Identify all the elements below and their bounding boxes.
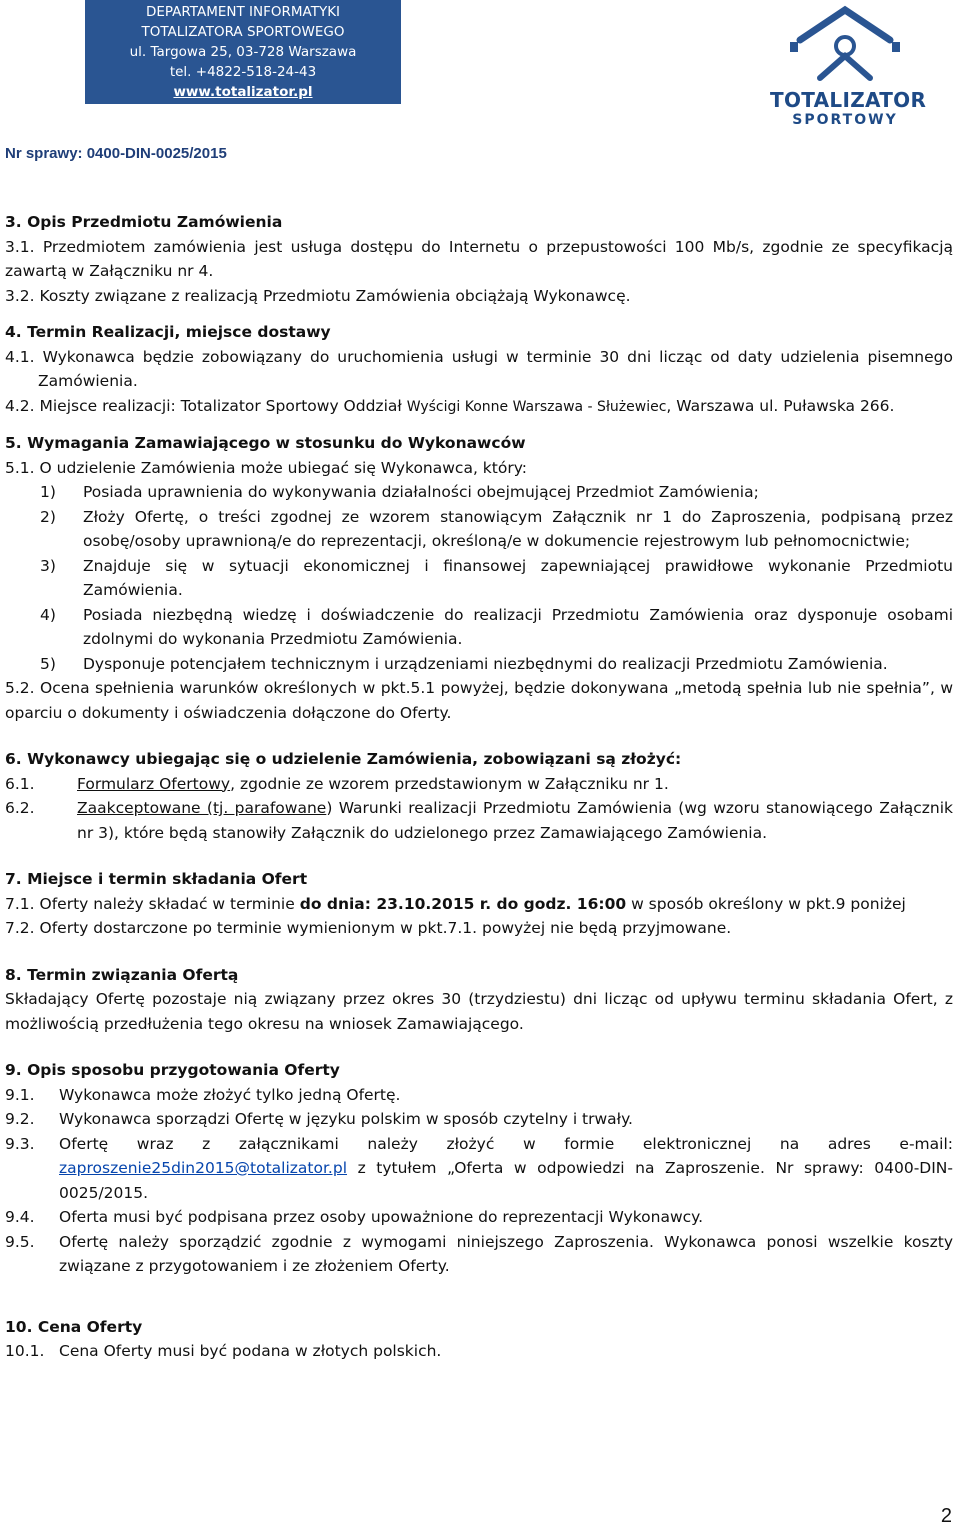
paragraph-number: 10.1.	[5, 1342, 45, 1360]
paragraph-text: Wykonawca sporządzi Ofertę w języku polskim w sposób czytelny i trwały.	[59, 1110, 633, 1128]
deadline: do dnia: 23.10.2015 r. do godz. 16:00	[299, 894, 627, 913]
paragraph-number: 3.2.	[5, 286, 35, 305]
paragraph-text: z tytułem „Oferta w odpowiedzi na Zaproszenie. Nr sprawy: 0400-DIN-0025/2015.	[59, 1159, 953, 1202]
list-item	[5, 480, 953, 505]
paragraph-text: Oferta musi być podpisana przez osoby upoważnione do reprezentacji Wykonawcy.	[59, 1208, 704, 1226]
list-item-number: 3)	[40, 556, 56, 575]
list-item-number: 4)	[40, 605, 56, 624]
paragraph-text: Wykonawca może złożyć tylko jedną Ofertę.	[59, 1085, 401, 1104]
underlined-text: Zaakceptowane (tj. parafowane	[77, 799, 327, 817]
address-line: tel. +4822-518-24-43	[169, 64, 317, 80]
list-item-text: Posiada uprawnienia do wykonywania działalności obejmującej Przedmiot Zamówienia;	[83, 483, 759, 501]
paragraph: 5.1. O udzielenie Zamówienia może ubiegać się Wykonawca, który:	[5, 458, 527, 477]
paragraph: Składający Ofertę pozostaje nią związany przez okres 30 (trzydziestu) dni licząc od upływu terminu składania Ofert, z możliwością przedłużenia tego okresu na wniosek Zamawiającego.	[5, 990, 953, 1033]
paragraph	[5, 235, 953, 284]
paragraph-text: Ofertę należy sporządzić zgodnie z wymogami niniejszego Zaproszenia. Wykonawca ponosi wszelkie koszty związane z przygotowaniem i ze złożeniem Oferty.	[59, 1232, 953, 1275]
paragraph-number: 3.1.	[5, 237, 35, 256]
paragraph	[5, 772, 953, 797]
list-item-number: 2)	[40, 507, 56, 526]
paragraph-text: 7.1. Oferty należy składać w terminie	[5, 894, 300, 913]
totalizator-logo	[770, 4, 927, 130]
department-address-block	[85, 0, 401, 104]
paragraph-number: 6.1.	[5, 774, 35, 793]
section-title: 3. Opis Przedmiotu Zamówienia	[5, 213, 283, 231]
section-title: 10. Cena Oferty	[5, 1317, 143, 1336]
case-number: Nr sprawy: 0400-DIN-0025/2015	[5, 145, 227, 162]
paragraph-number: 9.2.	[5, 1110, 35, 1128]
paragraph: 4.1. Wykonawca będzie zobowiązany do uruchomienia usługi w terminie 30 dni licząc od daty udzielenia pisemnego Zamówienia.	[5, 347, 953, 390]
paragraph: 7.2. Oferty dostarczone po terminie wymienionym w pkt.7.1. powyżej nie będą przyjmowane.	[5, 919, 732, 937]
paragraph	[5, 1339, 953, 1364]
paragraph: 5.2. Ocena spełnienia warunków określonych w pkt.5.1 powyżej, będzie dokonywana „metodą spełnia lub nie spełnia”, w oparciu o dokumenty i oświadczenia dołączone do Oferty.	[5, 679, 953, 722]
logo-text-totalizator: TOTALIZATOR	[770, 88, 927, 112]
list-item-text: Znajduje się w sytuacji ekonomicznej i finansowej zapewniającej prawidłowe wykonanie Przedmiotu Zamówienia.	[83, 556, 953, 599]
address-line: ul. Targowa 25, 03-728 Warszawa	[129, 44, 357, 60]
paragraph	[5, 1083, 953, 1108]
list-item	[5, 603, 953, 652]
paragraph-text: 4.2. Miejsce realizacji: Totalizator Sportowy Oddział	[5, 396, 407, 415]
logo-text-sportowy: SPORTOWY	[792, 112, 898, 128]
address-line: TOTALIZATORA SPORTOWEGO	[141, 24, 345, 40]
paragraph	[5, 796, 953, 845]
paragraph	[5, 284, 953, 309]
page-number: 2	[940, 1505, 952, 1527]
paragraph-text: Cena Oferty musi być podana w złotych polskich.	[59, 1342, 442, 1360]
paragraph-number: 9.4.	[5, 1208, 35, 1226]
paragraph-text: , zgodnie ze wzorem przedstawionym w Załączniku nr 1.	[230, 774, 669, 793]
paragraph-text: Koszty związane z realizacją Przedmiotu Zamówienia obciążają Wykonawcę.	[39, 286, 631, 305]
paragraph	[5, 1205, 953, 1230]
section-title: 5. Wymagania Zamawiającego w stosunku do Wykonawców	[5, 434, 526, 452]
section-title: 4. Termin Realizacji, miejsce dostawy	[5, 323, 331, 341]
paragraph-text: Ofertę wraz z załącznikami należy złożyć w formie elektronicznej na adres e-mail:	[59, 1134, 953, 1153]
list-item-text: Dysponuje potencjałem technicznym i urządzeniami niezbędnymi do realizacji Przedmiotu Zamówienia.	[83, 654, 888, 673]
paragraph-number: 9.1.	[5, 1085, 35, 1104]
email-link[interactable]: zaproszenie25din2015@totalizator.pl	[59, 1159, 348, 1177]
list-item-text: Złoży Ofertę, o treści zgodnej ze wzorem stanowiącym Załącznik nr 1 do Zaproszenia, podpisaną przez osobę/osoby uprawnioną/e do reprezentacji, określoną/e w dokumencie rejestrowym lub pełnomocnictwie;	[83, 507, 953, 550]
list-item-text: Posiada niezbędną wiedzę i doświadczenie do realizacji Przedmiotu Zamówienia oraz dysponuje osobami zdolnymi do wykonania Przedmiotu Zamówienia.	[83, 605, 953, 648]
address-line: DEPARTAMENT INFORMATYKI	[145, 4, 341, 20]
list-item-number: 1)	[40, 483, 56, 501]
section-title: 6. Wykonawcy ubiegając się o udzielenie Zamówienia, zobowiązani są złożyć:	[5, 750, 682, 768]
branch-name: Wyścigi Konne Warszawa - Służewiec	[406, 398, 667, 415]
underlined-text: Formularz Ofertowy	[77, 774, 231, 793]
paragraph-text: w sposób określony w pkt.9 poniżej	[626, 894, 906, 913]
paragraph-number: 9.5.	[5, 1232, 35, 1251]
paragraph-text: , Warszawa ul. Puławska 266.	[666, 396, 895, 415]
website-link[interactable]: www.totalizator.pl	[173, 84, 313, 100]
paragraph-text: ) Warunki realizacji Przedmiotu Zamówienia (wg wzoru stanowiącego Załącznik nr 3), które będą stanowiły Załącznik do udzielonego przez Zamawiającego Zamówienia.	[77, 799, 953, 842]
paragraph	[5, 1132, 953, 1206]
paragraph	[5, 892, 953, 917]
document-body	[5, 210, 953, 1364]
section-title: 9. Opis sposobu przygotowania Oferty	[5, 1061, 340, 1079]
list-item	[5, 652, 953, 677]
letterhead	[0, 0, 960, 162]
section-title: 8. Termin związania Ofertą	[5, 965, 239, 984]
paragraph	[5, 394, 953, 420]
list-item	[5, 505, 953, 554]
logo-emblem-icon	[770, 4, 920, 88]
paragraph	[5, 1107, 953, 1132]
paragraph-number: 9.3.	[5, 1134, 35, 1153]
paragraph-text: Przedmiotem zamówienia jest usługa dostępu do Internetu o przepustowości 100 Mb/s, zgodnie ze specyfikacją zawartą w Załączniku nr 4.	[5, 237, 953, 280]
list-item-number: 5)	[40, 654, 56, 673]
list-item	[5, 554, 953, 603]
paragraph	[5, 1230, 953, 1279]
section-title: 7. Miejsce i termin składania Ofert	[5, 870, 308, 888]
paragraph-number: 6.2.	[5, 799, 35, 817]
